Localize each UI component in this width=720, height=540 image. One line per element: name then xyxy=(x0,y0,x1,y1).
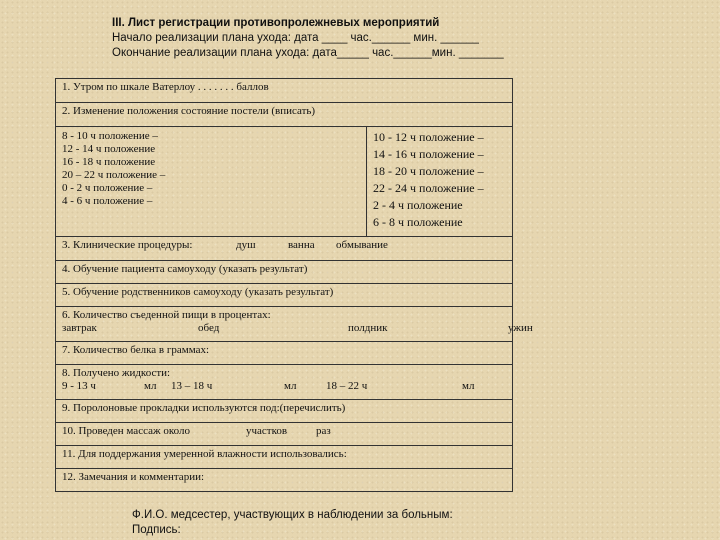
row-label: 1. Утром по шкале Ватерлоу . . . . . . . баллов xyxy=(62,81,269,93)
position-entry: 22 - 24 ч положение – xyxy=(373,181,484,195)
fluid-period-3: 18 – 22 ч xyxy=(326,380,368,392)
row-position-change xyxy=(56,102,512,126)
position-entry: 18 - 20 ч положение – xyxy=(373,164,484,178)
row-relatives-training xyxy=(56,283,512,306)
row-label: 4. Обучение пациента самоуходу (указать результат) xyxy=(62,263,308,275)
meal-breakfast: завтрак xyxy=(62,322,97,334)
positions-right-column xyxy=(366,127,512,236)
row-clinical-procedures xyxy=(56,236,512,260)
fluid-unit-3: мл xyxy=(462,380,475,392)
position-entry: 12 - 14 ч положение xyxy=(62,143,156,155)
nurses-names-line: Ф.И.О. медсестер, участвующих в наблюдении за больным: xyxy=(132,509,453,521)
row-label: 11. Для поддержания умеренной влажности использовались: xyxy=(62,448,347,460)
row-waterlow-score xyxy=(56,79,512,102)
row-label: 8. Получено жидкости: xyxy=(62,367,171,379)
position-entry: 8 - 10 ч положение – xyxy=(62,130,158,142)
row-label: 6. Количество съеденной пищи в процентах: xyxy=(62,309,271,321)
row-label: 9. Поролоновые прокладки используются под:(перечислить) xyxy=(62,402,346,414)
registration-form xyxy=(55,78,533,492)
position-entry: 16 - 18 ч положение xyxy=(62,156,156,168)
row-patient-training xyxy=(56,260,512,283)
position-entry: 10 - 12 ч положение – xyxy=(373,130,484,144)
position-entry: 2 - 4 ч положение xyxy=(373,198,463,212)
fluid-period-2: 13 – 18 ч xyxy=(171,380,213,392)
row-food-eaten xyxy=(56,306,533,341)
sheet-title: III. Лист регистрации противопролежневых мероприятий xyxy=(112,17,440,29)
position-entry: 6 - 8 ч положение xyxy=(373,215,463,229)
row-comments xyxy=(56,468,512,491)
meal-dinner: ужин xyxy=(508,322,533,334)
row-label: 7. Количество белка в граммах: xyxy=(62,344,210,356)
position-entry: 4 - 6 ч положение – xyxy=(62,195,153,207)
row-foam-pads xyxy=(56,399,512,422)
row-label: 12. Замечания и комментарии: xyxy=(62,471,205,483)
care-plan-start: Начало реализации плана ухода: дата ____ час.______ мин. ______ xyxy=(112,32,479,44)
position-entry: 0 - 2 ч положение – xyxy=(62,182,153,194)
row-label: 2. Изменение положения состояние постели (вписать) xyxy=(62,105,316,117)
procedure-washing: обмывание xyxy=(336,239,388,251)
position-entry: 14 - 16 ч положение – xyxy=(373,147,484,161)
meal-lunch: обед xyxy=(198,322,220,334)
fluid-period-1: 9 - 13 ч xyxy=(62,380,96,392)
meal-snack: полдник xyxy=(348,322,388,334)
procedure-bath: ванна xyxy=(288,239,315,251)
care-plan-end: Окончание реализации плана ухода: дата_____ час.______мин. _______ xyxy=(112,47,504,59)
signature-line: Подпись: xyxy=(132,524,181,536)
row-label: 10. Проведен массаж около xyxy=(62,425,190,437)
row-protein xyxy=(56,341,512,364)
fluid-unit-1: мл xyxy=(144,380,157,392)
row-massage xyxy=(56,422,512,445)
massage-times: раз xyxy=(316,425,331,437)
massage-areas: участков xyxy=(246,425,288,437)
row-label: 3. Клинические процедуры: xyxy=(62,239,193,251)
procedure-shower: душ xyxy=(236,239,256,251)
row-fluids xyxy=(56,364,512,399)
row-humidity xyxy=(56,445,512,468)
row-positions-schedule xyxy=(56,126,512,236)
positions-left-column xyxy=(56,127,366,236)
row-label: 5. Обучение родственников самоуходу (указать результат) xyxy=(62,286,334,298)
fluid-unit-2: мл xyxy=(284,380,297,392)
position-entry: 20 – 22 ч положение – xyxy=(62,169,166,181)
